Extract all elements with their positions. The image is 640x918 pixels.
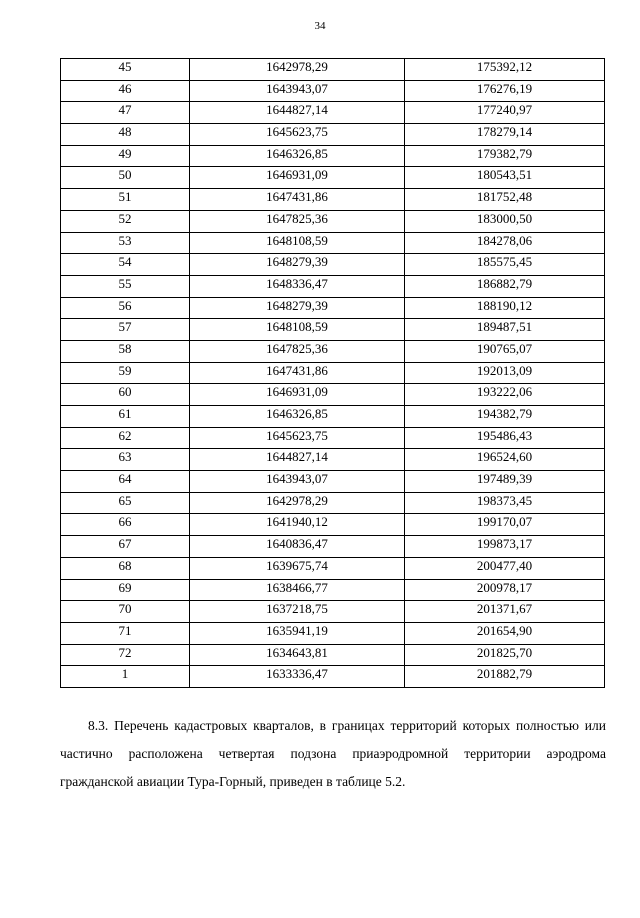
table-row: [61, 622, 605, 644]
y-coordinate-cell: 196524,60: [405, 449, 605, 471]
table-row: [61, 167, 605, 189]
point-number-cell: 61: [61, 406, 190, 428]
point-number-cell: 65: [61, 492, 190, 514]
point-number-cell: 52: [61, 210, 190, 232]
x-coordinate-cell: 1648108,59: [190, 319, 405, 341]
table-row: [61, 102, 605, 124]
table-row: [61, 579, 605, 601]
table-row: [61, 124, 605, 146]
x-coordinate-cell: 1646326,85: [190, 145, 405, 167]
y-coordinate-cell: 193222,06: [405, 384, 605, 406]
x-coordinate-cell: 1648336,47: [190, 275, 405, 297]
table-row: [61, 275, 605, 297]
x-coordinate-cell: 1648279,39: [190, 254, 405, 276]
y-coordinate-cell: 201882,79: [405, 666, 605, 688]
y-coordinate-cell: 183000,50: [405, 210, 605, 232]
y-coordinate-cell: 189487,51: [405, 319, 605, 341]
table-row: [61, 145, 605, 167]
table-row: [61, 514, 605, 536]
y-coordinate-cell: 199170,07: [405, 514, 605, 536]
paragraph-8-3: [60, 712, 606, 796]
point-number-cell: 51: [61, 189, 190, 211]
y-coordinate-cell: 178279,14: [405, 124, 605, 146]
table-row: [61, 666, 605, 688]
x-coordinate-cell: 1641940,12: [190, 514, 405, 536]
point-number-cell: 50: [61, 167, 190, 189]
point-number-cell: 57: [61, 319, 190, 341]
point-number-cell: 72: [61, 644, 190, 666]
point-number-cell: 47: [61, 102, 190, 124]
point-number-cell: 49: [61, 145, 190, 167]
point-number-cell: 56: [61, 297, 190, 319]
y-coordinate-cell: 179382,79: [405, 145, 605, 167]
table-row: [61, 492, 605, 514]
x-coordinate-cell: 1647825,36: [190, 210, 405, 232]
point-number-cell: 62: [61, 427, 190, 449]
table-row: [61, 254, 605, 276]
x-coordinate-cell: 1646931,09: [190, 384, 405, 406]
point-number-cell: 60: [61, 384, 190, 406]
x-coordinate-cell: 1635941,19: [190, 622, 405, 644]
x-coordinate-cell: 1645623,75: [190, 427, 405, 449]
table-row: [61, 340, 605, 362]
x-coordinate-cell: 1640836,47: [190, 536, 405, 558]
point-number-cell: 53: [61, 232, 190, 254]
table-row: [61, 232, 605, 254]
paragraph-text: 8.3. Перечень кадастровых кварталов, в границах территорий которых полностью или частично расположена четвертая подзона приаэродромной территории аэродрома гражданской авиации Тура-Горный, приведен в таблице 5.2.: [60, 718, 606, 789]
y-coordinate-cell: 188190,12: [405, 297, 605, 319]
table-row: [61, 362, 605, 384]
table-row: [61, 449, 605, 471]
x-coordinate-cell: 1638466,77: [190, 579, 405, 601]
x-coordinate-cell: 1634643,81: [190, 644, 405, 666]
point-number-cell: 46: [61, 80, 190, 102]
x-coordinate-cell: 1642978,29: [190, 59, 405, 81]
y-coordinate-cell: 176276,19: [405, 80, 605, 102]
table-row: [61, 471, 605, 493]
y-coordinate-cell: 198373,45: [405, 492, 605, 514]
y-coordinate-cell: 197489,39: [405, 471, 605, 493]
point-number-cell: 48: [61, 124, 190, 146]
x-coordinate-cell: 1646326,85: [190, 406, 405, 428]
y-coordinate-cell: 181752,48: [405, 189, 605, 211]
y-coordinate-cell: 192013,09: [405, 362, 605, 384]
table-row: [61, 406, 605, 428]
x-coordinate-cell: 1646931,09: [190, 167, 405, 189]
point-number-cell: 58: [61, 340, 190, 362]
x-coordinate-cell: 1642978,29: [190, 492, 405, 514]
point-number-cell: 63: [61, 449, 190, 471]
y-coordinate-cell: 201654,90: [405, 622, 605, 644]
x-coordinate-cell: 1639675,74: [190, 557, 405, 579]
x-coordinate-cell: 1648108,59: [190, 232, 405, 254]
x-coordinate-cell: 1644827,14: [190, 102, 405, 124]
page-number: 34: [314, 20, 326, 32]
y-coordinate-cell: 185575,45: [405, 254, 605, 276]
point-number-cell: 45: [61, 59, 190, 81]
y-coordinate-cell: 200477,40: [405, 557, 605, 579]
point-number-cell: 66: [61, 514, 190, 536]
x-coordinate-cell: 1644827,14: [190, 449, 405, 471]
x-coordinate-cell: 1633336,47: [190, 666, 405, 688]
x-coordinate-cell: 1647825,36: [190, 340, 405, 362]
point-number-cell: 55: [61, 275, 190, 297]
table-row: [61, 536, 605, 558]
table-row: [61, 319, 605, 341]
table-row: [61, 59, 605, 81]
table-row: [61, 80, 605, 102]
point-number-cell: 71: [61, 622, 190, 644]
point-number-cell: 70: [61, 601, 190, 623]
x-coordinate-cell: 1647431,86: [190, 362, 405, 384]
y-coordinate-cell: 186882,79: [405, 275, 605, 297]
x-coordinate-cell: 1645623,75: [190, 124, 405, 146]
point-number-cell: 54: [61, 254, 190, 276]
y-coordinate-cell: 201371,67: [405, 601, 605, 623]
x-coordinate-cell: 1643943,07: [190, 471, 405, 493]
table-row: [61, 644, 605, 666]
point-number-cell: 69: [61, 579, 190, 601]
y-coordinate-cell: 199873,17: [405, 536, 605, 558]
point-number-cell: 68: [61, 557, 190, 579]
x-coordinate-cell: 1637218,75: [190, 601, 405, 623]
table-row: [61, 210, 605, 232]
y-coordinate-cell: 194382,79: [405, 406, 605, 428]
table-row: [61, 601, 605, 623]
table-row: [61, 384, 605, 406]
y-coordinate-cell: 190765,07: [405, 340, 605, 362]
x-coordinate-cell: 1647431,86: [190, 189, 405, 211]
table-row: [61, 297, 605, 319]
point-number-cell: 67: [61, 536, 190, 558]
table-row: [61, 557, 605, 579]
y-coordinate-cell: 195486,43: [405, 427, 605, 449]
coordinates-table: [60, 58, 605, 688]
y-coordinate-cell: 200978,17: [405, 579, 605, 601]
table-row: [61, 189, 605, 211]
point-number-cell: 1: [61, 666, 190, 688]
y-coordinate-cell: 180543,51: [405, 167, 605, 189]
coordinates-table-body: [61, 59, 605, 688]
y-coordinate-cell: 175392,12: [405, 59, 605, 81]
x-coordinate-cell: 1643943,07: [190, 80, 405, 102]
y-coordinate-cell: 184278,06: [405, 232, 605, 254]
table-row: [61, 427, 605, 449]
point-number-cell: 59: [61, 362, 190, 384]
x-coordinate-cell: 1648279,39: [190, 297, 405, 319]
y-coordinate-cell: 201825,70: [405, 644, 605, 666]
y-coordinate-cell: 177240,97: [405, 102, 605, 124]
point-number-cell: 64: [61, 471, 190, 493]
